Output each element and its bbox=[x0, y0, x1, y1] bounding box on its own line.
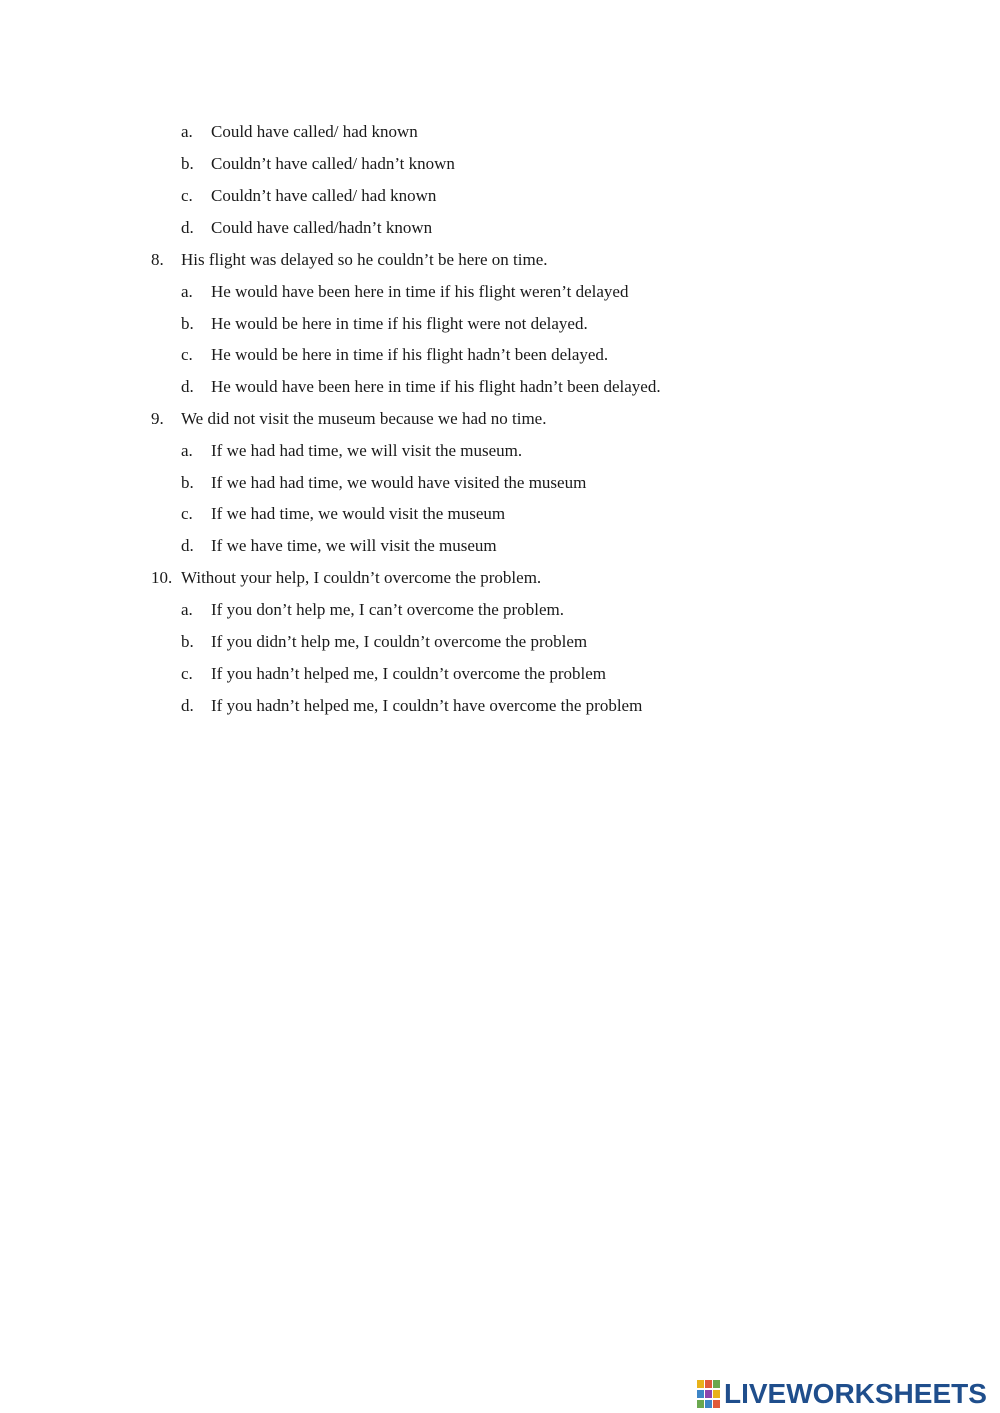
option-text: If we have time, we will visit the museum bbox=[211, 536, 497, 555]
option-letter: d. bbox=[181, 696, 194, 715]
question-prompt: Without your help, I couldn’t overcome the problem. bbox=[181, 568, 542, 587]
question-number: 10. bbox=[151, 568, 173, 587]
option-text: He would be here in time if his flight were not delayed. bbox=[211, 314, 588, 333]
option-text: If we had had time, we would have visited the museum bbox=[211, 473, 587, 492]
liveworksheets-logo-icon bbox=[697, 1380, 721, 1408]
option-letter: a. bbox=[181, 600, 193, 619]
question-number: 9. bbox=[151, 409, 164, 428]
option-text: If we had had time, we will visit the museum. bbox=[211, 441, 523, 460]
option-letter: b. bbox=[181, 154, 194, 173]
option-letter: b. bbox=[181, 632, 194, 651]
option-letter: a. bbox=[181, 441, 193, 460]
option-letter: b. bbox=[181, 314, 194, 333]
option-text: If you don’t help me, I can’t overcome the problem. bbox=[211, 600, 564, 619]
option-letter: d. bbox=[181, 536, 194, 555]
question-number: 8. bbox=[151, 250, 164, 269]
option-letter: c. bbox=[181, 664, 193, 683]
option-text: He would have been here in time if his flight hadn’t been delayed. bbox=[211, 377, 661, 396]
watermark-text: LIVEWORKSHEETS bbox=[724, 1378, 987, 1409]
option-letter: c. bbox=[181, 504, 193, 523]
option-letter: c. bbox=[181, 345, 193, 364]
option-text: He would have been here in time if his flight weren’t delayed bbox=[211, 282, 629, 301]
option-text: If we had time, we would visit the museum bbox=[211, 504, 506, 523]
option-text: Couldn’t have called/ hadn’t known bbox=[211, 154, 455, 173]
option-text: Couldn’t have called/ had known bbox=[211, 186, 437, 205]
liveworksheets-watermark bbox=[697, 1378, 987, 1410]
option-letter: d. bbox=[181, 377, 194, 396]
question-prompt: His flight was delayed so he couldn’t be here on time. bbox=[181, 250, 548, 269]
option-text: If you hadn’t helped me, I couldn’t overcome the problem bbox=[211, 664, 606, 683]
option-letter: a. bbox=[181, 122, 193, 141]
option-letter: a. bbox=[181, 282, 193, 301]
option-text: If you didn’t help me, I couldn’t overcome the problem bbox=[211, 632, 588, 651]
option-text: Could have called/ had known bbox=[211, 122, 418, 141]
option-text: He would be here in time if his flight hadn’t been delayed. bbox=[211, 345, 609, 364]
option-text: Could have called/hadn’t known bbox=[211, 218, 433, 237]
option-letter: c. bbox=[181, 186, 193, 205]
option-text: If you hadn’t helped me, I couldn’t have overcome the problem bbox=[211, 696, 643, 715]
question-prompt: We did not visit the museum because we had no time. bbox=[181, 409, 547, 428]
option-letter: b. bbox=[181, 473, 194, 492]
option-letter: d. bbox=[181, 218, 194, 237]
